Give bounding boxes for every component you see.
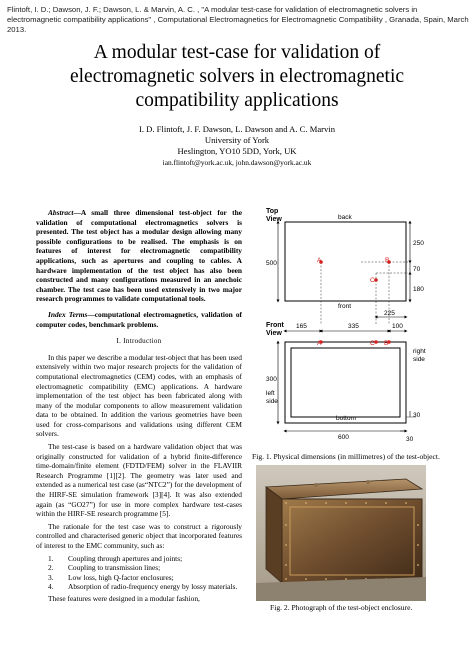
title-line: A modular test-case for validation of <box>93 42 381 63</box>
title-line: compatibility applications <box>135 90 339 111</box>
abstract-label: Abstract <box>48 208 74 217</box>
dim-300: 300 <box>266 376 277 383</box>
dim-70: 70 <box>413 266 421 273</box>
citation-header: Flintoft, I. D.; Dawson, J. F.; Dawson, L. & Marvin, A. C. , "A modular test-case for validation of electromagnetic solvers in electromagnetic compatibility applications" , Computational Electromagnetics for Electromagnetic Compatibility , Granada, Spain, March 2013. <box>7 5 469 34</box>
figure1-caption: Fig. 1. Physical dimensions (in millimetres) of the test-object. <box>252 452 440 461</box>
paper-title <box>20 41 454 113</box>
enclosure-photo <box>256 465 426 601</box>
front-view-label: Front <box>266 322 284 329</box>
dim-30-side: 30 <box>413 412 421 419</box>
front-view-inner <box>291 348 400 417</box>
label-right-side: right <box>413 348 426 355</box>
svg-text:C: C <box>370 277 375 284</box>
svg-text:B: B <box>385 257 390 264</box>
index-terms-label: Index Terms <box>48 309 88 319</box>
svg-text:A: A <box>317 340 322 347</box>
label-front: front <box>338 303 352 310</box>
affiliation: University of York <box>204 135 270 145</box>
paragraph: These features were designed in a modular fashion, <box>48 593 200 603</box>
figure2-caption: Fig. 2. Photograph of the test-object enclosure. <box>270 603 413 612</box>
index-terms-text: —computational electromagnetics, validation of computer codes, benchmark problems. <box>36 309 242 329</box>
paragraph: In this paper we describe a modular test-object that has been used extensively within two major research projects for the validation of computational electromagnetics (CEM) codes, with an emphasis of electromagnetic compatibility (EMC) applications. A hardware implementation of the test object has been fabricated along with many of the modular components to allow measurement validation data to be obtained. In addition the various geometries have been used for cross-comparisons and validations using different CEM solvers. <box>36 352 242 439</box>
dim-180: 180 <box>413 286 424 293</box>
address: Heslington, YO10 5DD, York, UK <box>177 146 297 156</box>
list-item: 1. Coupling through apertures and joints; <box>48 553 183 563</box>
author-block <box>20 124 454 168</box>
label-bottom: bottom <box>336 415 356 422</box>
front-view-outer <box>285 342 406 423</box>
title-line: electromagnetic solvers in electromagnetic <box>69 66 405 87</box>
svg-text:C: C <box>370 340 375 347</box>
feature-list <box>36 554 242 592</box>
label-back: back <box>338 214 352 221</box>
dim-500: 500 <box>266 260 277 267</box>
email: ian.flintoft@york.ac.uk, john.dawson@york.ac.uk <box>162 158 312 167</box>
dim-165: 165 <box>296 323 307 330</box>
marker-c-top <box>374 278 378 282</box>
marker-c-front <box>374 340 378 344</box>
abstract-text: —A small three dimensional test-object for the validation of computational electromagnetics solvers is presented. The test object has a modular design allowing many possible configurations to be realised. The emphasis is on features of interest for electromagnetic compatibility applications, such as apertures and coupling to cables. A hardware implementation of the test object has also been constructed and many configurations measured in an anechoic chamber. The test case has been used extensively in two major research programmes to validate computational tools. <box>36 208 242 304</box>
svg-text:View: View <box>266 330 282 337</box>
top-view-label: Top <box>266 208 279 215</box>
section-heading: I. Introduction <box>116 337 162 346</box>
dim-225: 225 <box>384 310 395 317</box>
authors: I. D. Flintoft, J. F. Dawson, L. Dawson and A. C. Marvin <box>138 124 335 134</box>
dim-100: 100 <box>392 323 403 330</box>
list-item: 2. Coupling to transmission lines; <box>48 563 161 573</box>
paragraph: The rationale for the test case was to construct a rigorously controlled and characterised generic object that incorporated features of interest to the EMC community, such as: <box>36 521 242 550</box>
svg-text:side: side <box>413 356 425 363</box>
svg-text:side: side <box>266 398 278 405</box>
list-item: 3. Low loss, high Q-factor enclosures; <box>48 572 174 582</box>
left-column <box>36 208 242 607</box>
dim-335: 335 <box>348 323 359 330</box>
dim-600: 600 <box>338 434 349 441</box>
dimension-diagram <box>256 205 442 445</box>
abstract <box>36 208 242 304</box>
dim-30-bottom: 30 <box>406 436 414 443</box>
dim-250: 250 <box>413 240 424 247</box>
paragraph: The test-case is based on a hardware validation object that was originally constructed for validation of a hybrid finite-difference time-domain/finite element (FDTD/FEM) solver in the FLAVIIR Research Programme [1][2]. The geometry was later used and extended as a numerical test case (as“NTC2”) for the development of the HIRF-SE simulation framework [3][4]. It was also extended again (as “GO27”) for use in more complex hardware test-cases within the HIRF-SE research programme [5]. <box>36 442 242 519</box>
list-item: 4. Absorption of radio-frequency energy by lossy materials. <box>48 582 238 592</box>
index-terms <box>36 310 242 329</box>
label-left-side: left <box>266 390 275 397</box>
svg-text:B: B <box>384 340 389 347</box>
svg-text:A: A <box>317 257 322 264</box>
svg-text:View: View <box>266 216 282 223</box>
